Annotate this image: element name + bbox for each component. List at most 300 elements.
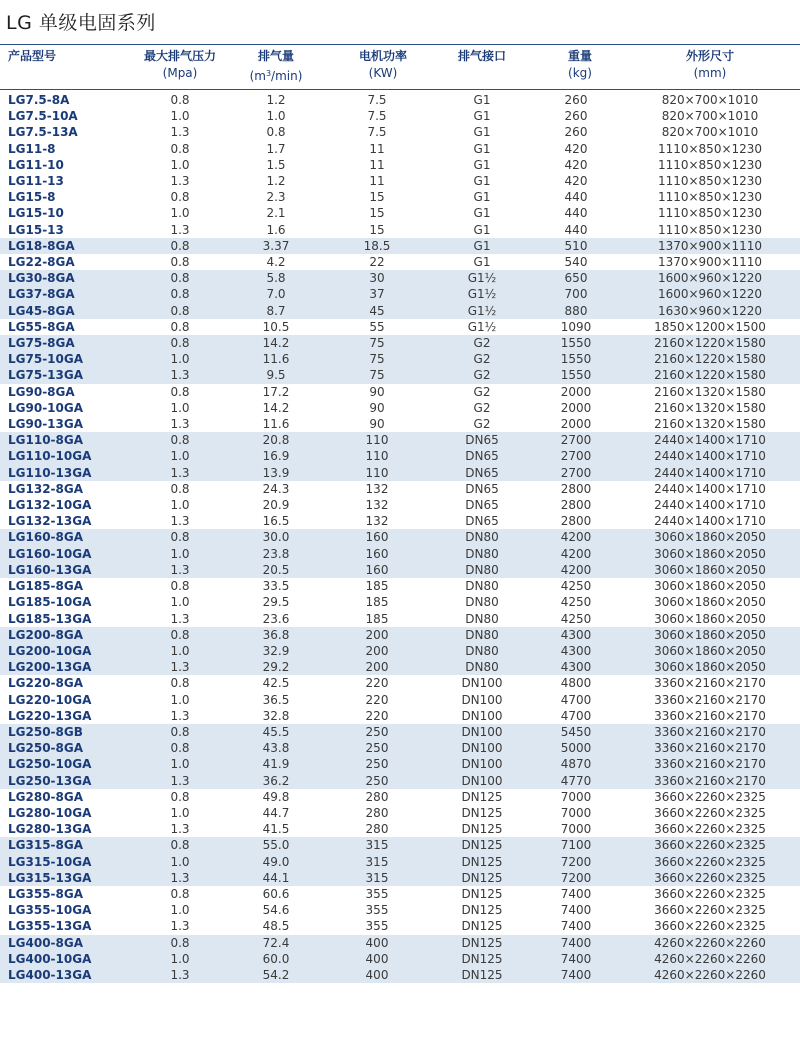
cell-dims: 2160×1220×1580 — [620, 335, 800, 351]
cell-outlet: DN100 — [432, 773, 532, 789]
cell-flow: 32.8 — [262, 708, 290, 723]
cell-weight: 7200 — [532, 854, 620, 870]
cell-power: 160 — [322, 546, 432, 562]
cell-outlet: G1½ — [432, 286, 532, 302]
cell-dims: 2160×1220×1580 — [620, 367, 800, 383]
cell-dims: 3060×1860×2050 — [620, 562, 800, 578]
cell-model: LG315-13GA — [0, 870, 130, 886]
cell-flow: 36.8 — [230, 627, 322, 643]
cell-model: LG30-8GA — [0, 270, 130, 286]
cell-outlet: DN100 — [461, 676, 503, 691]
cell-weight: 260 — [564, 93, 588, 107]
cell-pressure: 0.8 — [130, 270, 230, 286]
table-row — [0, 481, 800, 497]
cell-flow: 10.5 — [262, 319, 290, 334]
cell-model: LG7.5-10A — [8, 109, 78, 124]
cell-outlet: G1 — [473, 125, 491, 140]
cell-model: LG132-8GA — [8, 481, 84, 496]
cell-weight: 420 — [564, 141, 588, 156]
cell-power: 75 — [322, 351, 432, 367]
cell-power: 400 — [322, 967, 432, 983]
cell-power: 315 — [322, 837, 432, 853]
cell-model: LG160-10GA — [0, 546, 130, 562]
header-model — [8, 48, 128, 65]
cell-flow: 4.2 — [266, 255, 286, 270]
cell-outlet: DN100 — [461, 708, 503, 723]
cell-outlet: G1 — [432, 238, 532, 254]
cell-power: 355 — [365, 919, 389, 934]
cell-outlet: DN80 — [432, 546, 532, 562]
cell-flow: 55.0 — [230, 837, 322, 853]
cell-model: LG220-13GA — [8, 708, 92, 723]
cell-flow: 8.7 — [230, 303, 322, 319]
table-row — [0, 546, 800, 562]
cell-weight: 2700 — [532, 465, 620, 481]
cell-power: 22 — [369, 255, 385, 270]
cell-model: LG11-10 — [8, 157, 64, 172]
cell-model: LG250-8GA — [0, 740, 130, 756]
cell-power: 110 — [322, 465, 432, 481]
cell-dims: 3660×2260×2325 — [654, 789, 766, 804]
cell-power: 7.5 — [367, 109, 387, 124]
cell-model: LG400-13GA — [0, 967, 130, 983]
cell-model: LG75-13GA — [0, 367, 130, 383]
cell-power: 30 — [322, 270, 432, 286]
table-row — [0, 432, 800, 448]
table-row — [0, 967, 800, 983]
cell-model: LG250-8GB — [0, 724, 130, 740]
cell-model: LG160-8GA — [0, 529, 130, 545]
table-row — [0, 351, 800, 367]
table-row — [0, 918, 800, 934]
cell-power: 90 — [369, 417, 385, 432]
cell-pressure: 0.8 — [170, 579, 190, 594]
cell-flow: 72.4 — [230, 935, 322, 951]
cell-dims: 3660×2260×2325 — [654, 822, 766, 837]
cell-dims: 2440×1400×1710 — [620, 448, 800, 464]
cell-power: 15 — [369, 190, 385, 205]
cell-pressure: 0.8 — [130, 935, 230, 951]
cell-power: 355 — [365, 903, 389, 918]
table-row — [0, 756, 800, 772]
cell-power: 90 — [369, 400, 385, 415]
header-top-rule — [0, 44, 800, 45]
cell-flow: 13.9 — [230, 465, 322, 481]
table-row — [0, 789, 800, 805]
cell-power: 11 — [369, 174, 385, 189]
cell-power: 160 — [322, 529, 432, 545]
cell-dims: 3660×2260×2325 — [620, 854, 800, 870]
cell-weight: 2700 — [532, 432, 620, 448]
cell-dims: 3060×1860×2050 — [620, 546, 800, 562]
cell-power: 250 — [322, 724, 432, 740]
table-row — [0, 448, 800, 464]
cell-pressure: 1.3 — [170, 822, 190, 837]
cell-model: LG132-10GA — [8, 498, 92, 513]
cell-dims: 1600×960×1220 — [620, 286, 800, 302]
cell-outlet: DN125 — [432, 870, 532, 886]
table-row — [0, 497, 800, 513]
cell-dims: 3660×2260×2325 — [620, 870, 800, 886]
header-dims — [620, 48, 800, 82]
cell-power: 75 — [322, 367, 432, 383]
table-row — [0, 513, 800, 529]
cell-dims: 2440×1400×1710 — [654, 514, 766, 529]
table-row — [0, 659, 800, 675]
cell-power: 315 — [322, 870, 432, 886]
cell-weight: 2000 — [560, 400, 592, 415]
cell-weight: 2700 — [532, 448, 620, 464]
cell-flow: 45.5 — [230, 724, 322, 740]
cell-weight: 4300 — [532, 643, 620, 659]
header-flow-unit — [230, 65, 322, 85]
cell-dims: 3360×2160×2170 — [620, 773, 800, 789]
cell-dims: 2160×1320×1580 — [654, 384, 766, 399]
cell-weight: 420 — [564, 174, 588, 189]
cell-power: 280 — [365, 805, 389, 820]
cell-model: LG200-13GA — [0, 659, 130, 675]
cell-flow: 54.2 — [230, 967, 322, 983]
header-flow-label: 排气量 — [257, 49, 294, 63]
cell-outlet: DN80 — [432, 643, 532, 659]
table-row — [0, 562, 800, 578]
cell-flow: 20.5 — [230, 562, 322, 578]
cell-model: LG200-10GA — [0, 643, 130, 659]
cell-model: LG37-8GA — [0, 286, 130, 302]
cell-outlet: DN100 — [432, 724, 532, 740]
cell-dims: 3060×1860×2050 — [620, 627, 800, 643]
cell-model: LG110-13GA — [0, 465, 130, 481]
cell-pressure: 0.8 — [170, 789, 190, 804]
cell-weight: 2800 — [560, 481, 592, 496]
cell-pressure: 1.3 — [170, 611, 190, 626]
table-row — [0, 270, 800, 286]
table-row — [0, 205, 800, 221]
table-row — [0, 416, 800, 432]
cell-power: 132 — [365, 481, 389, 496]
cell-outlet: DN65 — [465, 498, 499, 513]
cell-outlet: G1 — [473, 141, 491, 156]
header-weight-label: 重量 — [567, 49, 592, 63]
cell-outlet: DN125 — [461, 805, 503, 820]
cell-pressure: 1.0 — [170, 206, 190, 221]
cell-flow: 14.2 — [262, 400, 290, 415]
cell-pressure: 1.0 — [130, 448, 230, 464]
cell-weight: 440 — [564, 206, 588, 221]
table-row — [0, 303, 800, 319]
cell-model: LG7.5-8A — [8, 93, 70, 107]
cell-weight: 260 — [564, 109, 588, 124]
cell-outlet: G1 — [473, 222, 491, 237]
cell-weight: 7400 — [560, 903, 592, 918]
cell-flow: 2.1 — [266, 206, 286, 221]
cell-weight: 7100 — [532, 837, 620, 853]
cell-dims: 3660×2260×2325 — [620, 837, 800, 853]
cell-model: LG400-8GA — [0, 935, 130, 951]
cell-model: LG355-13GA — [8, 919, 92, 934]
cell-dims: 1110×850×1230 — [657, 141, 763, 156]
cell-outlet: DN65 — [432, 448, 532, 464]
cell-model: LG250-13GA — [0, 773, 130, 789]
header-pressure — [130, 48, 230, 82]
cell-pressure: 1.3 — [170, 417, 190, 432]
cell-model: LG90-10GA — [8, 400, 84, 415]
cell-power: 7.5 — [367, 125, 387, 140]
cell-model: LG11-13 — [8, 174, 64, 189]
cell-outlet: DN100 — [461, 692, 503, 707]
cell-flow: 23.8 — [230, 546, 322, 562]
cell-weight: 2800 — [560, 514, 592, 529]
cell-outlet: DN125 — [461, 919, 503, 934]
header-power-unit: (KW) — [368, 66, 398, 80]
cell-model: LG280-8GA — [8, 789, 84, 804]
cell-model: LG355-8GA — [8, 886, 84, 901]
cell-dims: 3360×2160×2170 — [654, 708, 766, 723]
cell-power: 132 — [365, 498, 389, 513]
table-row — [0, 773, 800, 789]
cell-model: LG250-10GA — [0, 756, 130, 772]
cell-outlet: DN125 — [432, 935, 532, 951]
header-flow-unit-sup: 3 — [265, 69, 272, 78]
table-row — [0, 173, 800, 189]
cell-outlet: DN65 — [465, 514, 499, 529]
table-row — [0, 578, 800, 594]
cell-flow: 1.2 — [266, 93, 286, 107]
cell-weight: 510 — [532, 238, 620, 254]
cell-dims: 4260×2260×2260 — [620, 967, 800, 983]
header-pressure-label: 最大排气压力 — [143, 49, 216, 63]
cell-outlet: DN80 — [465, 579, 499, 594]
cell-model: LG185-10GA — [8, 595, 92, 610]
table-row — [0, 854, 800, 870]
cell-flow: 16.9 — [230, 448, 322, 464]
cell-weight: 4870 — [532, 756, 620, 772]
cell-power: 160 — [322, 562, 432, 578]
cell-weight: 7000 — [560, 789, 592, 804]
cell-pressure: 0.8 — [130, 303, 230, 319]
cell-pressure: 1.0 — [170, 109, 190, 124]
cell-flow: 2.3 — [266, 190, 286, 205]
cell-weight: 4800 — [560, 676, 592, 691]
cell-model: LG355-10GA — [8, 903, 92, 918]
cell-model: LG75-10GA — [0, 351, 130, 367]
cell-outlet: G1 — [473, 206, 491, 221]
cell-flow: 29.5 — [262, 595, 290, 610]
cell-dims: 3360×2160×2170 — [654, 676, 766, 691]
cell-pressure: 0.8 — [130, 740, 230, 756]
cell-outlet: G1½ — [432, 270, 532, 286]
cell-weight: 7400 — [560, 919, 592, 934]
header-flow-unit-pre: (m — [249, 69, 266, 83]
table-row — [0, 400, 800, 416]
cell-outlet: DN100 — [432, 740, 532, 756]
cell-outlet: G2 — [473, 384, 491, 399]
cell-outlet: DN65 — [432, 465, 532, 481]
cell-model: LG7.5-13A — [8, 125, 78, 140]
cell-outlet: DN125 — [461, 903, 503, 918]
cell-model: LG132-13GA — [8, 514, 92, 529]
header-model-label: 产品型号 — [8, 49, 57, 63]
cell-dims: 2440×1400×1710 — [654, 498, 766, 513]
cell-weight: 4200 — [532, 529, 620, 545]
cell-model: LG90-8GA — [8, 384, 75, 399]
cell-flow: 54.6 — [262, 903, 290, 918]
cell-pressure: 0.8 — [130, 837, 230, 853]
cell-dims: 4260×2260×2260 — [620, 951, 800, 967]
table-row — [0, 189, 800, 205]
cell-pressure: 1.3 — [130, 870, 230, 886]
cell-weight: 7400 — [532, 951, 620, 967]
cell-weight: 440 — [564, 190, 588, 205]
cell-flow: 16.5 — [262, 514, 290, 529]
cell-dims: 4260×2260×2260 — [620, 935, 800, 951]
cell-pressure: 1.0 — [170, 498, 190, 513]
cell-pressure: 1.0 — [130, 756, 230, 772]
cell-weight: 650 — [532, 270, 620, 286]
cell-outlet: G2 — [473, 417, 491, 432]
cell-weight: 7000 — [560, 822, 592, 837]
table-row — [0, 222, 800, 238]
cell-flow: 1.2 — [266, 174, 286, 189]
cell-weight: 7400 — [532, 967, 620, 983]
cell-pressure: 0.8 — [170, 319, 190, 334]
cell-dims: 1110×850×1230 — [657, 157, 763, 172]
table-row — [0, 740, 800, 756]
cell-model: LG220-8GA — [8, 676, 84, 691]
cell-outlet: DN125 — [432, 967, 532, 983]
cell-outlet: DN65 — [465, 481, 499, 496]
cell-flow: 5.8 — [230, 270, 322, 286]
cell-dims: 3360×2160×2170 — [654, 692, 766, 707]
cell-weight: 7000 — [560, 805, 592, 820]
cell-weight: 5450 — [532, 724, 620, 740]
cell-model: LG90-13GA — [8, 417, 84, 432]
cell-flow: 11.6 — [230, 351, 322, 367]
cell-pressure: 1.0 — [130, 951, 230, 967]
table-row — [0, 238, 800, 254]
cell-flow: 30.0 — [230, 529, 322, 545]
cell-outlet: DN80 — [465, 611, 499, 626]
cell-weight: 4250 — [560, 595, 592, 610]
cell-pressure: 1.3 — [170, 222, 190, 237]
table-row — [0, 692, 800, 708]
cell-flow: 48.5 — [262, 919, 290, 934]
cell-model: LG160-13GA — [0, 562, 130, 578]
cell-weight: 420 — [564, 157, 588, 172]
cell-power: 185 — [365, 611, 389, 626]
cell-outlet: DN80 — [432, 562, 532, 578]
cell-flow: 20.8 — [230, 432, 322, 448]
cell-pressure: 0.8 — [170, 481, 190, 496]
cell-weight: 4700 — [560, 708, 592, 723]
cell-power: 280 — [365, 822, 389, 837]
cell-weight: 1550 — [532, 351, 620, 367]
cell-model: LG18-8GA — [0, 238, 130, 254]
header-flow-unit-post: /min) — [271, 69, 303, 83]
cell-flow: 3.37 — [230, 238, 322, 254]
header-weight-unit: (kg) — [568, 66, 592, 80]
table-row — [0, 157, 800, 173]
cell-outlet: DN80 — [465, 595, 499, 610]
table-row — [0, 92, 800, 108]
table-row — [0, 821, 800, 837]
table-row — [0, 805, 800, 821]
cell-dims: 820×700×1010 — [661, 109, 759, 124]
cell-dims: 1110×850×1230 — [657, 206, 763, 221]
cell-flow: 9.5 — [230, 367, 322, 383]
cell-flow: 0.8 — [266, 125, 286, 140]
cell-outlet: G1 — [473, 109, 491, 124]
cell-outlet: DN100 — [432, 756, 532, 772]
cell-dims: 3660×2260×2325 — [654, 903, 766, 918]
cell-pressure: 1.3 — [130, 967, 230, 983]
cell-weight: 4200 — [532, 562, 620, 578]
cell-power: 200 — [322, 659, 432, 675]
spec-table — [0, 92, 800, 983]
cell-pressure: 0.8 — [130, 238, 230, 254]
cell-pressure: 0.8 — [170, 886, 190, 901]
cell-outlet: G1 — [473, 255, 491, 270]
cell-dims: 820×700×1010 — [661, 125, 759, 140]
cell-weight: 4700 — [560, 692, 592, 707]
cell-flow: 17.2 — [262, 384, 290, 399]
cell-model: LG315-10GA — [0, 854, 130, 870]
cell-power: 250 — [322, 756, 432, 772]
table-row — [0, 319, 800, 335]
cell-power: 220 — [365, 708, 389, 723]
cell-flow: 42.5 — [262, 676, 290, 691]
cell-model: LG185-8GA — [8, 579, 84, 594]
cell-flow: 36.2 — [230, 773, 322, 789]
header-weight — [536, 48, 624, 82]
cell-outlet: DN125 — [461, 886, 503, 901]
cell-flow: 1.7 — [266, 141, 286, 156]
cell-flow: 60.0 — [230, 951, 322, 967]
cell-power: 280 — [365, 789, 389, 804]
cell-model: LG220-10GA — [8, 692, 92, 707]
cell-model: LG75-8GA — [0, 335, 130, 351]
cell-model: LG11-8 — [8, 141, 56, 156]
cell-power: 400 — [322, 951, 432, 967]
cell-weight: 1550 — [532, 367, 620, 383]
cell-weight: 4250 — [560, 579, 592, 594]
cell-weight: 1090 — [560, 319, 592, 334]
cell-weight: 1550 — [532, 335, 620, 351]
cell-pressure: 1.0 — [170, 692, 190, 707]
cell-power: 11 — [369, 141, 385, 156]
cell-pressure: 0.8 — [170, 676, 190, 691]
cell-pressure: 0.8 — [170, 93, 190, 107]
cell-dims: 3060×1860×2050 — [620, 529, 800, 545]
cell-pressure: 0.8 — [130, 335, 230, 351]
cell-dims: 1850×1200×1500 — [654, 319, 766, 334]
cell-power: 37 — [322, 286, 432, 302]
cell-flow: 33.5 — [262, 579, 290, 594]
cell-model: LG110-8GA — [0, 432, 130, 448]
cell-power: 250 — [322, 740, 432, 756]
cell-flow: 41.5 — [262, 822, 290, 837]
cell-dims: 3360×2160×2170 — [620, 740, 800, 756]
header-outlet — [432, 48, 532, 65]
cell-pressure: 1.3 — [130, 773, 230, 789]
cell-power: 400 — [322, 935, 432, 951]
cell-flow: 29.2 — [230, 659, 322, 675]
cell-flow: 49.0 — [230, 854, 322, 870]
cell-flow: 32.9 — [230, 643, 322, 659]
cell-weight: 7400 — [532, 935, 620, 951]
cell-weight: 2800 — [560, 498, 592, 513]
cell-power: 11 — [369, 157, 385, 172]
